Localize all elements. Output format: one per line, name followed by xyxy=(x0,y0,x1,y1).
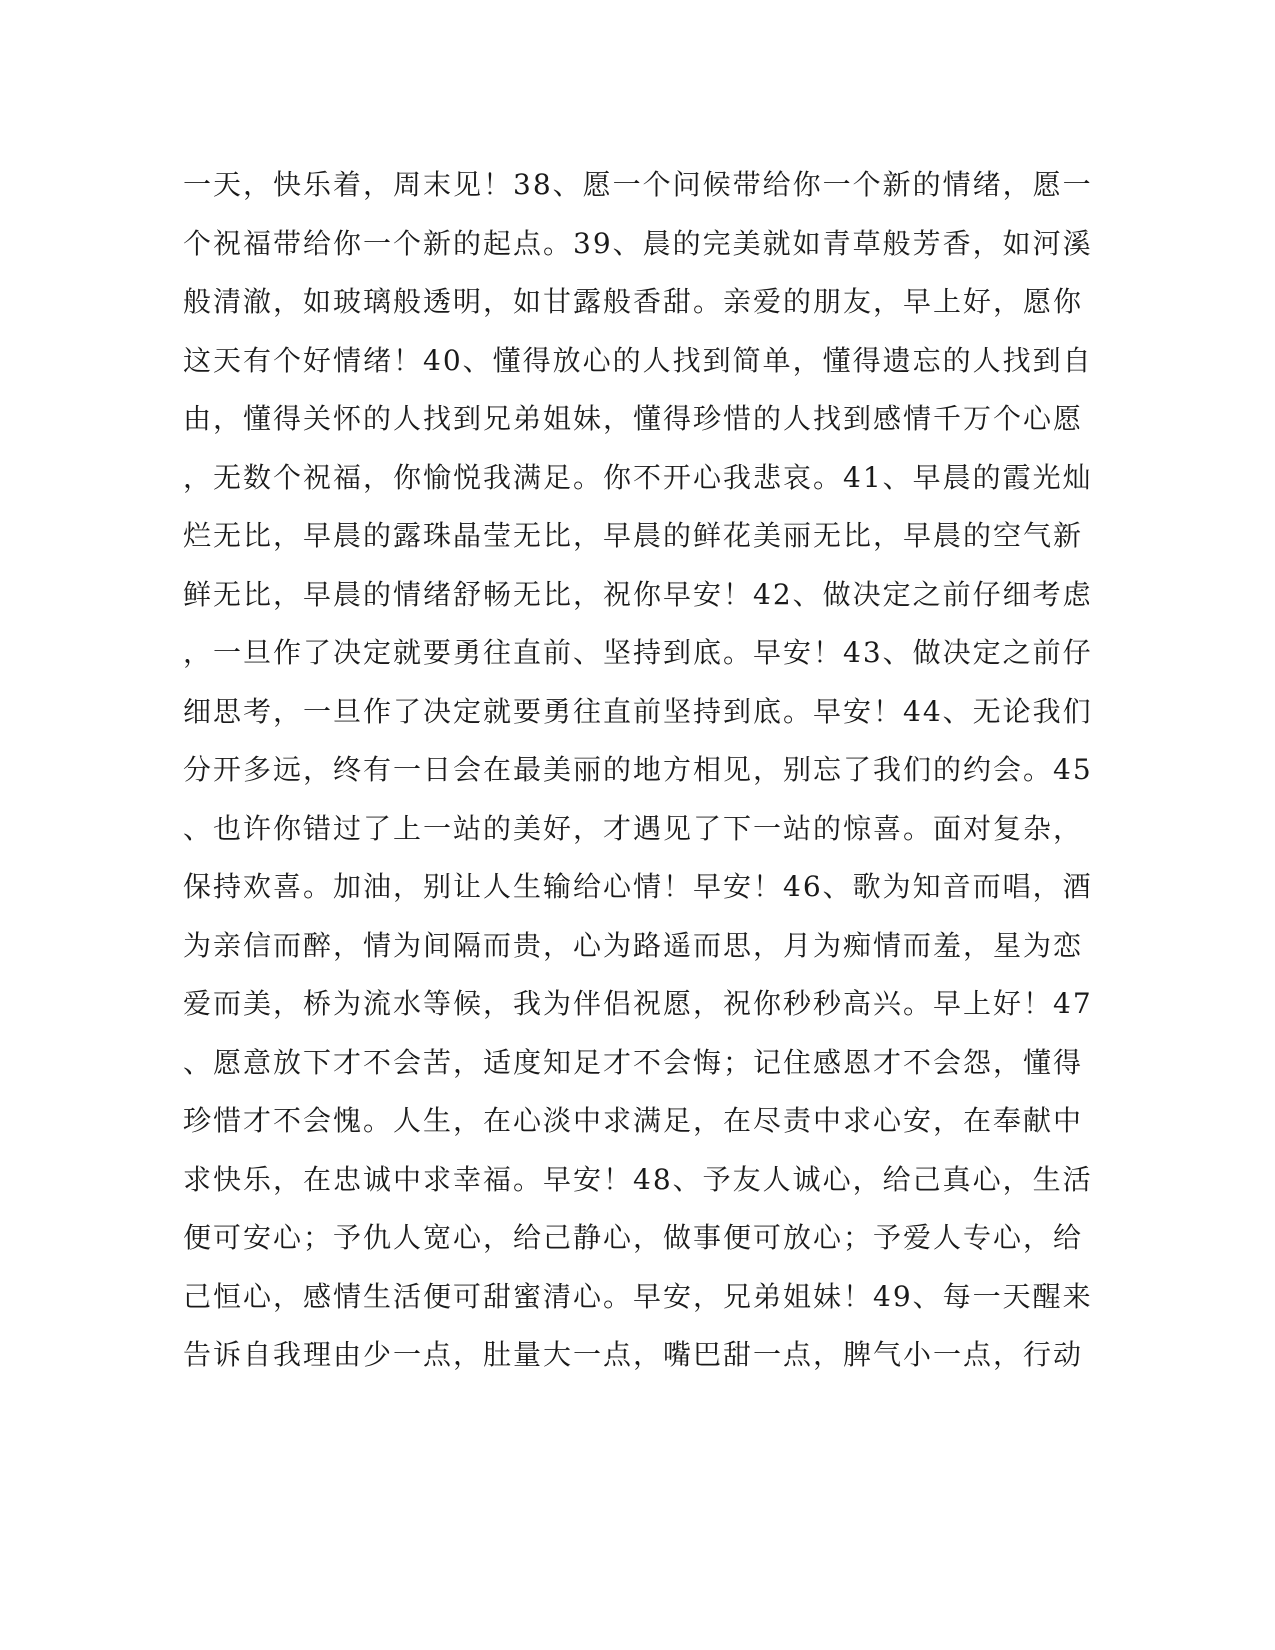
text-line: 告诉自我理由少一点，肚量大一点，嘴巴甜一点，脾气小一点，行动 xyxy=(183,1338,1084,1371)
text-line: 为亲信而醉，情为间隔而贵，心为路遥而思，月为痴情而羞，星为恋 xyxy=(183,928,1084,962)
text-line: 己恒心，感情生活便可甜蜜清心。早安，兄弟姐妹！49、每一天醒来 xyxy=(183,1279,1093,1313)
text-line: 、愿意放下才不会苦，适度知足才不会悔；记住感恩才不会怨，懂得 xyxy=(183,1045,1084,1079)
text-line: 细思考，一旦作了决定就要勇往直前坚持到底。早安！44、无论我们 xyxy=(183,694,1093,728)
text-line: 个祝福带给你一个新的起点。39、晨的完美就如青草般芳香，如河溪 xyxy=(183,226,1093,260)
text-line: 这天有个好情绪！40、懂得放心的人找到简单，懂得遗忘的人找到自 xyxy=(183,343,1093,377)
text-line: 珍惜才不会愧。人生，在心淡中求满足，在尽责中求心安，在奉献中 xyxy=(183,1104,1084,1137)
text-line: 由，懂得关怀的人找到兄弟姐妹，懂得珍惜的人找到感情千万个心愿 xyxy=(183,402,1084,435)
text-line: 求快乐，在忠诚中求幸福。早安！48、予友人诚心，给己真心，生活 xyxy=(183,1162,1093,1196)
text-line: 分开多远，终有一日会在最美丽的地方相见，别忘了我们的约会。45 xyxy=(183,753,1093,786)
text-line: 烂无比，早晨的露珠晶莹无比，早晨的鲜花美丽无比，早晨的空气新 xyxy=(183,519,1084,552)
text-line: 爱而美，桥为流水等候，我为伴侣祝愿，祝你秒秒高兴。早上好！47 xyxy=(183,987,1093,1020)
text-line: 鲜无比，早晨的情绪舒畅无比，祝你早安！42、做决定之前仔细考虑 xyxy=(183,577,1093,611)
text-line: 一天，快乐着，周末见！38、愿一个问候带给你一个新的情绪，愿一 xyxy=(183,168,1093,201)
body-text xyxy=(183,156,1093,1385)
text-line: 保持欢喜。加油，别让人生输给心情！早安！46、歌为知音而唱，酒 xyxy=(183,870,1093,903)
text-line: 便可安心；予仇人宽心，给己静心，做事便可放心；予爱人专心，给 xyxy=(183,1221,1084,1254)
text-line: ，无数个祝福，你愉悦我满足。你不开心我悲哀。41、早晨的霞光灿 xyxy=(183,460,1093,494)
text-line: 般清澈，如玻璃般透明，如甘露般香甜。亲爱的朋友，早上好，愿你 xyxy=(183,285,1084,318)
text-line: 、也许你错过了上一站的美好，才遇见了下一站的惊喜。面对复杂， xyxy=(183,811,1084,845)
text-line: ，一旦作了决定就要勇往直前、坚持到底。早安！43、做决定之前仔 xyxy=(183,636,1093,669)
